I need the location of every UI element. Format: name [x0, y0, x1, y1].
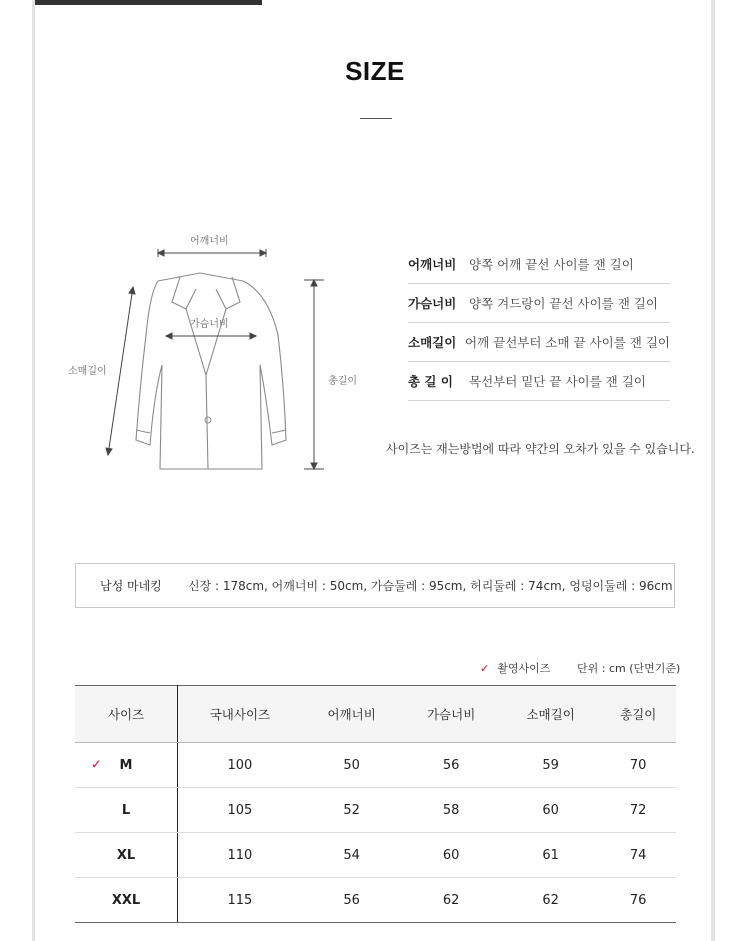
table-cell: 110	[178, 833, 302, 878]
model-spec: 신장 : 178cm, 어깨너비 : 50cm, 가슴둘레 : 95cm, 허리둘레 : 74cm, 엉덩이둘레 : 96cm	[188, 579, 673, 593]
table-cell: 62	[501, 878, 601, 923]
measurement-definitions	[408, 245, 670, 401]
definition-row	[408, 323, 670, 362]
table-cell: 105	[178, 788, 302, 833]
table-cell: 76	[600, 878, 676, 923]
page-title: SIZE	[345, 56, 405, 86]
size-table	[75, 685, 676, 923]
definition-row	[408, 362, 670, 401]
table-header-row	[75, 686, 676, 743]
table-cell: 50	[302, 743, 402, 788]
column-header: 총길이	[600, 686, 676, 743]
table-cell: 74	[600, 833, 676, 878]
size-cell: L	[75, 788, 178, 833]
photo-size-text: 촬영사이즈	[497, 662, 551, 675]
page-frame-left	[32, 0, 35, 941]
title-divider	[360, 118, 392, 119]
column-header: 어깨너비	[302, 686, 402, 743]
table-cell: 61	[501, 833, 601, 878]
check-icon: ✓	[480, 662, 490, 675]
column-header: 사이즈	[75, 686, 178, 743]
table-row	[75, 788, 676, 833]
column-header: 국내사이즈	[178, 686, 302, 743]
table-cell: 60	[401, 833, 501, 878]
definition-desc: 어깨 끝선부터 소매 끝 사이를 잰 길이	[465, 335, 670, 350]
definition-term: 총 길 이	[408, 374, 453, 389]
sleeve-length-label: 소매길이	[68, 366, 107, 377]
page-frame-right	[711, 0, 715, 941]
column-header: 소매길이	[501, 686, 601, 743]
total-length-label: 총길이	[328, 376, 357, 387]
table-row	[75, 878, 676, 923]
table-cell: 52	[302, 788, 402, 833]
definition-row	[408, 245, 670, 284]
table-cell: 56	[401, 743, 501, 788]
definition-desc: 양쪽 겨드랑이 끝선 사이를 잰 길이	[469, 296, 658, 311]
table-cell: 60	[501, 788, 601, 833]
definition-term: 어깨너비	[408, 257, 457, 272]
table-cell: 56	[302, 878, 402, 923]
measurement-note: 사이즈는 재는방법에 따라 약간의 오차가 있을 수 있습니다.	[386, 442, 695, 456]
chest-width-label: 가슴너비	[190, 319, 229, 330]
size-cell: XL	[75, 833, 178, 878]
table-cell: 100	[178, 743, 302, 788]
size-value: M	[119, 757, 133, 773]
table-cell: 58	[401, 788, 501, 833]
size-cell	[75, 743, 178, 788]
table-cell: 62	[401, 878, 501, 923]
top-accent-bar	[35, 0, 262, 5]
unit-label: 단위 : cm (단면기준)	[577, 662, 681, 675]
definition-desc: 양쪽 어깨 끝선 사이를 잰 길이	[469, 257, 634, 272]
definition-term: 소매길이	[408, 335, 457, 350]
check-icon: ✓	[91, 757, 102, 773]
model-label: 남성 마네킹	[100, 579, 162, 593]
definition-desc: 목선부터 밑단 끝 사이를 잰 길이	[469, 374, 646, 389]
definition-row	[408, 284, 670, 323]
column-header: 가슴너비	[401, 686, 501, 743]
table-cell: 72	[600, 788, 676, 833]
table-row	[75, 833, 676, 878]
size-cell: XXL	[75, 878, 178, 923]
jacket-measurement-diagram	[60, 225, 370, 480]
table-cell: 70	[600, 743, 676, 788]
table-cell: 59	[501, 743, 601, 788]
definition-term: 가슴너비	[408, 296, 457, 311]
photo-size-legend	[480, 660, 550, 676]
table-row	[75, 743, 676, 788]
shoulder-width-label: 어깨너비	[190, 236, 229, 247]
jacket-illustration	[60, 225, 370, 480]
model-info-box	[75, 563, 675, 608]
table-cell: 54	[302, 833, 402, 878]
table-cell: 115	[178, 878, 302, 923]
